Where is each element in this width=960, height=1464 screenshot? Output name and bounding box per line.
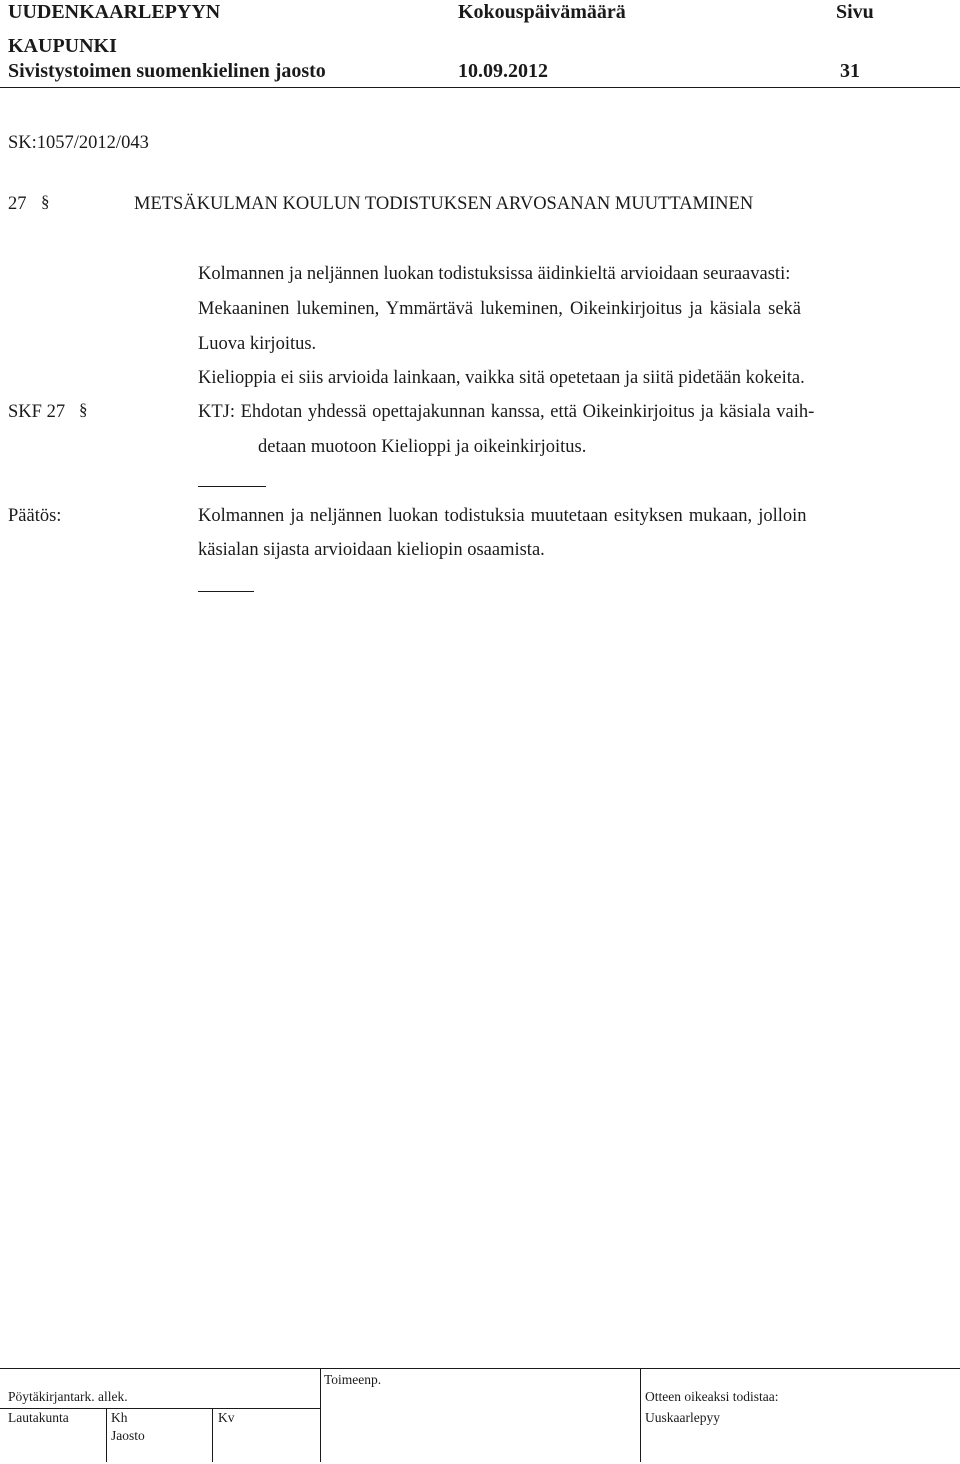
item-heading — [8, 192, 50, 216]
footer-otteen: Otteen oikeaksi todistaa: — [645, 1389, 779, 1404]
org-name-line1: UUDENKAARLEPYYN — [8, 1, 221, 23]
page-label: Sivu — [836, 1, 874, 23]
meeting-date: 10.09.2012 — [458, 60, 548, 82]
skf-reference — [8, 400, 88, 424]
decision-line1: Kolmannen ja neljännen luokan todistuksia muutetaan esityksen mukaan, jolloin — [198, 506, 807, 526]
org-name-line2: KAUPUNKI — [8, 35, 117, 57]
page-number: 31 — [840, 60, 860, 82]
footer-poytakirjantark: Pöytäkirjantark. allek. — [8, 1389, 128, 1404]
footer-divider — [212, 1408, 213, 1462]
decision-label: Päätös: — [8, 506, 62, 526]
footer-uuskaarlepyy: Uuskaarlepyy — [645, 1410, 720, 1425]
proposal-line1: KTJ: Ehdotan yhdessä opettajakunnan kanssa, että Oikeinkirjoitus ja käsiala vaih- — [198, 402, 815, 422]
footer-divider — [106, 1408, 107, 1462]
case-reference: SK:1057/2012/043 — [8, 133, 149, 153]
footer-kv: Kv — [218, 1410, 235, 1425]
footer-toimeenp: Toimeenp. — [324, 1372, 382, 1387]
section-sign-icon — [41, 193, 50, 211]
svg-text:§: § — [79, 401, 88, 419]
decision-line2: käsialan sijasta arvioidaan kieliopin osaamista. — [198, 540, 545, 560]
separator-line — [198, 591, 254, 592]
body-para2: Kielioppia ei siis arvioida lainkaan, vaikka sitä opetetaan ja siitä pidetään kokeita. — [198, 368, 805, 388]
separator-line — [198, 486, 266, 487]
skf-label: SKF 27 — [8, 402, 66, 422]
footer-rule — [0, 1368, 960, 1369]
footer-jaosto: Jaosto — [111, 1428, 145, 1443]
footer-divider — [640, 1368, 641, 1462]
body-para1-line3: Luova kirjoitus. — [198, 334, 317, 354]
footer-lautakunta: Lautakunta — [8, 1410, 69, 1425]
header-rule — [0, 87, 960, 88]
footer-inner-rule — [0, 1408, 320, 1409]
body-para1-line1: Kolmannen ja neljännen luokan todistuksissa äidinkieltä arvioidaan seuraavasti: — [198, 264, 791, 284]
committee-name: Sivistystoimen suomenkielinen jaosto — [8, 60, 326, 82]
svg-text:§: § — [40, 193, 49, 211]
meeting-date-label: Kokouspäivämäärä — [458, 1, 626, 23]
item-title: METSÄKULMAN KOULUN TODISTUKSEN ARVOSANAN MUUTTAMINEN — [134, 194, 754, 214]
footer-divider — [320, 1368, 321, 1462]
body-para1-line2: Mekaaninen lukeminen, Ymmärtävä lukeminen, Oikeinkirjoitus ja käsiala sekä — [198, 299, 801, 319]
section-sign-icon — [79, 401, 88, 419]
proposal-line2: detaan muotoon Kielioppi ja oikeinkirjoitus. — [258, 437, 587, 457]
item-number: 27 — [8, 194, 27, 214]
footer-kh: Kh — [111, 1410, 128, 1425]
